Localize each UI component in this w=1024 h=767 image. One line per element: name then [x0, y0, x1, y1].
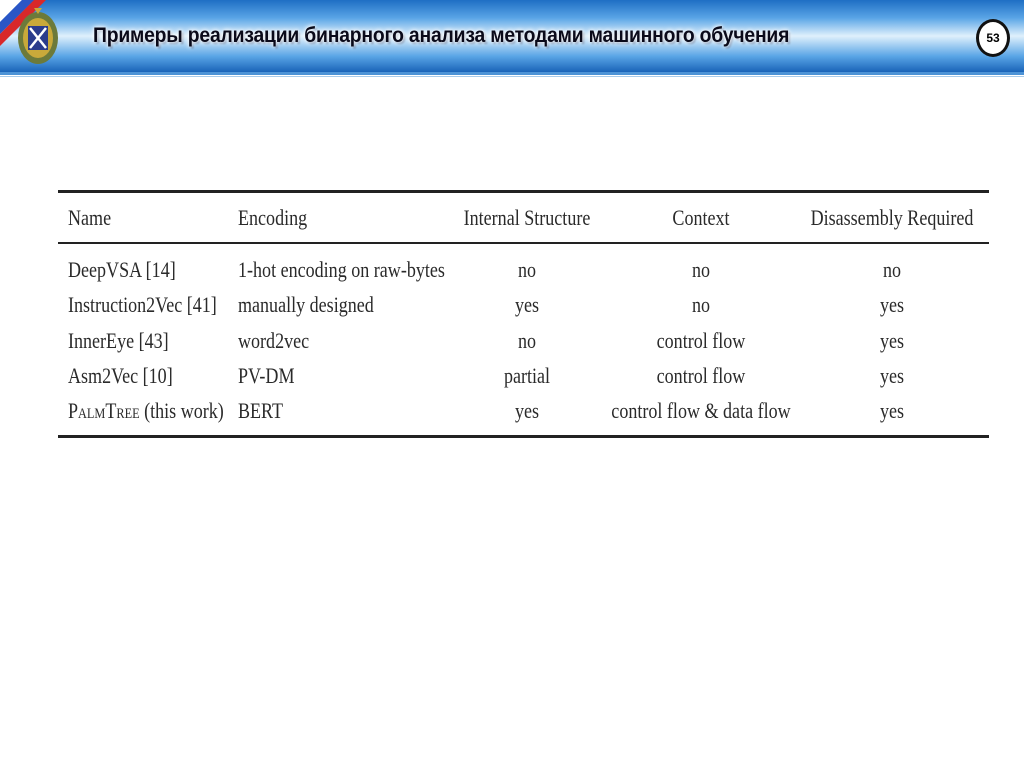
cell-name	[68, 398, 224, 424]
cell-context: control flow	[656, 362, 746, 388]
cell-encoding: PV-DM	[238, 362, 295, 388]
column-header-encoding: Encoding	[238, 205, 308, 230]
cell-context: control flow	[656, 327, 746, 353]
cell-disassembly-required: yes	[879, 362, 905, 388]
cell-internal-structure: yes	[514, 398, 540, 424]
column-header-name: Name	[68, 205, 112, 230]
cell-name	[68, 363, 173, 389]
cell-disassembly-required: no	[882, 257, 902, 282]
table-top-rule	[58, 190, 989, 193]
cell-encoding: manually designed	[238, 292, 374, 318]
slide-number-badge: 53	[976, 19, 1010, 57]
cell-encoding: word2vec	[238, 327, 310, 353]
page-title: Примеры реализации бинарного анализа методами машинного обучения	[93, 24, 790, 47]
cell-context: no	[691, 257, 711, 282]
header-divider-thin	[0, 76, 1024, 77]
cell-disassembly-required: yes	[879, 292, 905, 318]
cell-encoding: BERT	[238, 398, 284, 424]
cell-name	[68, 292, 217, 318]
method-name: Asm2Vec [10]	[68, 362, 173, 388]
cell-name	[68, 328, 169, 354]
table-bottom-rule	[58, 435, 989, 438]
cell-context: control flow & data flow	[611, 398, 791, 424]
column-header-disassembly-required: Disassembly Required	[810, 205, 974, 230]
method-name: Instruction2Vec [41]	[68, 292, 217, 318]
emblem-logo	[16, 4, 60, 66]
cell-name	[68, 257, 176, 283]
cell-disassembly-required: yes	[879, 327, 905, 353]
cell-disassembly-required: yes	[879, 398, 905, 424]
cell-encoding: 1-hot encoding on raw-bytes	[238, 257, 445, 282]
cell-internal-structure: partial	[503, 362, 551, 388]
method-name: PalmTree	[68, 398, 140, 424]
method-note: (this work)	[139, 398, 224, 424]
cell-internal-structure: yes	[514, 292, 540, 318]
method-name: InnerEye [43]	[68, 327, 169, 353]
cell-internal-structure: no	[517, 327, 537, 353]
column-header-internal-structure: Internal Structure	[463, 205, 591, 230]
cell-context: no	[691, 292, 711, 318]
table-header-rule	[58, 242, 989, 244]
cell-internal-structure: no	[517, 257, 537, 282]
method-name: DeepVSA [14]	[68, 257, 176, 282]
column-header-context: Context	[672, 205, 730, 230]
header-divider	[0, 72, 1024, 75]
